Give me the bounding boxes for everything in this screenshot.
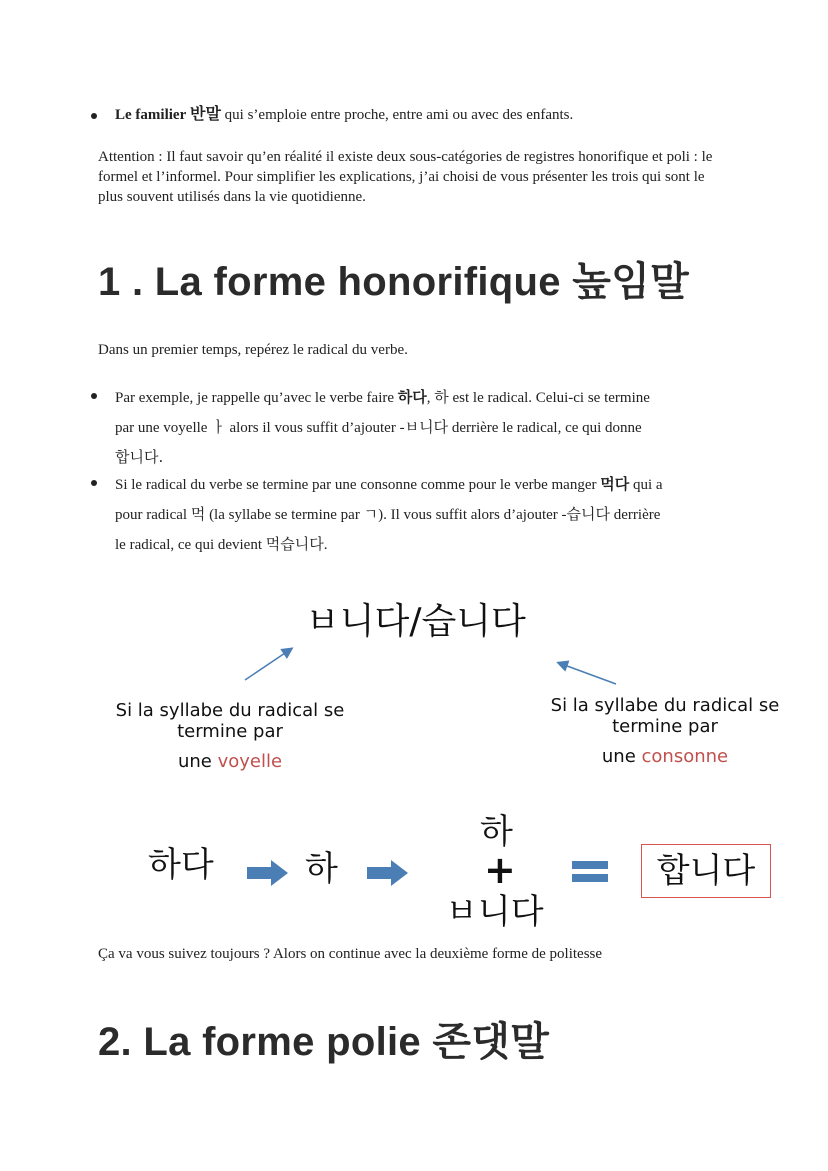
text: qui a (629, 477, 663, 493)
caption-line: termine par (612, 716, 718, 737)
bullet-dot (91, 393, 97, 399)
equals-icon (572, 861, 608, 883)
vowel-a: ㅏ (211, 418, 226, 436)
meokseumnida-word: 먹습니다 (265, 535, 324, 553)
familier-label: Le familier (115, 107, 187, 123)
bullet1 (115, 383, 735, 472)
arrow-right-icon (247, 860, 289, 886)
result-hamnida: 합니다 (641, 844, 771, 898)
caption-line: Si la syllabe du radical se (550, 695, 780, 716)
plus-sign: + (484, 848, 516, 892)
equation-bottom-bnida: ㅂ니다 (445, 892, 544, 932)
section1-title: 1 . La forme honorifique 높임말 (98, 260, 690, 304)
caption-line: une (177, 751, 218, 772)
consonne-label: consonne (641, 746, 729, 767)
meokda-word: 먹다 (600, 475, 630, 493)
bullet-dot (91, 480, 97, 486)
right-caption (530, 695, 800, 767)
text: pour radical (115, 507, 191, 523)
outro-text: Ça va vous suivez toujours ? Alors on continue avec la deuxième forme de politesse (98, 946, 603, 962)
left-pointer-arrow (245, 649, 291, 680)
attention-paragraph: Attention : Il faut savoir qu’en réalité il existe deux sous-catégories de registres honorifique et poli : le formel et l’informel. Pour simplifier les explications, j’ai choisi de vous présenter les trois qui sont le plus souvent utilisés dans la vie quotidienne. (98, 149, 713, 205)
caption-line: termine par (177, 721, 283, 742)
bullet-dot (91, 113, 97, 119)
equation-top-ha: 하 (480, 812, 513, 852)
section2-title: 2. La forme polie 존댓말 (98, 1020, 550, 1064)
text: alors il vous suffit d’ajouter - (225, 420, 405, 436)
text: (la syllabe se termine par (205, 507, 364, 523)
banmal-word: 반말 (189, 104, 221, 123)
familier-rest: qui s’emploie entre proche, entre ami ou avec des enfants. (220, 107, 574, 123)
text: , 하 est le radical. Celui-ci se termine (426, 390, 650, 406)
text: par une voyelle (115, 420, 212, 436)
text: derrière (610, 507, 661, 523)
hamnida-word: 합니다. (115, 448, 164, 466)
caption-line: une (601, 746, 642, 767)
endings-heading: ㅂ니다/습니다 (305, 601, 526, 642)
bullet2 (115, 470, 735, 560)
consonant-g: ㄱ (363, 505, 379, 523)
verb-hada: 하다 (148, 845, 214, 885)
text: le radical, ce qui devient (115, 537, 266, 553)
text: . (323, 537, 328, 553)
left-caption (95, 700, 365, 772)
text: Si le radical du verbe se termine par une consonne comme pour le verbe manger (115, 477, 601, 493)
arrow-right-icon (367, 860, 409, 886)
text: derrière le radical, ce qui donne (448, 420, 642, 436)
caption-line: Si la syllabe du radical se (115, 700, 345, 721)
familier-line (115, 104, 573, 125)
ending-bnida: ㅂ니다 (404, 418, 449, 436)
voyelle-label: voyelle (217, 751, 283, 772)
section1-lead: Dans un premier temps, repérez le radical du verbe. (98, 342, 408, 358)
stem-ha: 하 (305, 849, 338, 889)
text: ). Il vous suffit alors d’ajouter - (378, 507, 567, 523)
hada-word: 하다 (397, 388, 427, 406)
ending-seumnida: 습니다 (566, 505, 611, 523)
text: Par exemple, je rappelle qu’avec le verbe faire (115, 390, 398, 406)
meok-stem: 먹 (190, 505, 206, 523)
right-pointer-arrow (559, 663, 616, 684)
